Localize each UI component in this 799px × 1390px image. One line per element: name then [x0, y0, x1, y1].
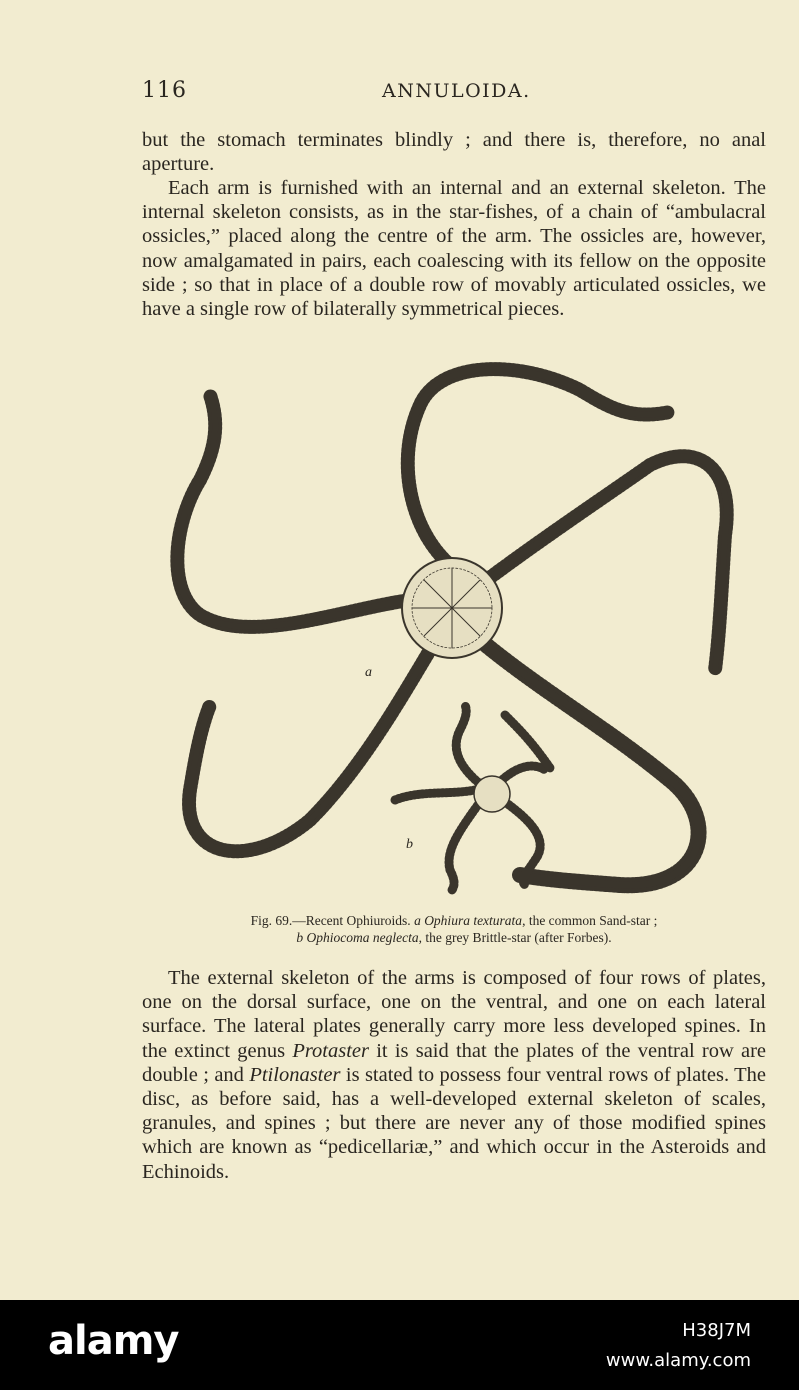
figure-label-b: b — [406, 837, 413, 852]
arm-a2-spines — [480, 456, 727, 670]
arm-a3-spines — [480, 640, 699, 885]
caption-b-mark: b — [296, 930, 304, 945]
figure-label-a: a — [365, 665, 372, 680]
genus-protaster: Protaster — [292, 1039, 369, 1062]
ophiuroid-illustration — [160, 350, 740, 910]
sand-star-a — [177, 369, 726, 885]
caption-a-rest: , the common Sand-star ; — [522, 913, 658, 928]
paragraph-3-part-3: is stated to possess four ventral rows of plates. The disc, as before said, has a well-developed external skeleton of scales, granules, and spines ; but there are never any of those modified spines which are known as “pedicellariæ,” and which occur in the Asteroids and Echinoids. — [142, 1063, 766, 1183]
paragraph-3 — [142, 966, 766, 1184]
site-url: www.alamy.com — [605, 1350, 751, 1371]
running-head: ANNULOIDA. — [382, 80, 531, 102]
figure-caption — [142, 912, 766, 946]
caption-a-mark: a — [414, 913, 421, 928]
brittle-star-b — [395, 705, 550, 890]
page-header — [142, 78, 766, 108]
caption-b-rest: , the grey Brittle-star (after Forbes). — [418, 930, 612, 945]
arm-a5 — [177, 395, 410, 627]
paragraph-1: but the stomach terminates blindly ; and there is, therefore, no anal aperture. — [142, 129, 766, 176]
disc-b — [474, 776, 510, 812]
genus-ptilonaster: Ptilonaster — [249, 1063, 341, 1086]
arm-a4 — [189, 650, 430, 851]
paragraph-3-part-2: it is said that the plates of the ventral row are double ; and — [142, 1039, 766, 1086]
watermark-bar — [0, 1300, 799, 1390]
ophiuroid-figure — [160, 350, 740, 910]
paragraph-3-part-1: The external skeleton of the arms is composed of four rows of plates, one on the dorsal surface, one on the ventral, and one on each lateral surface. The lateral plates generally carry more less developed spines. In the extinct genus — [142, 967, 766, 1062]
page-number: 116 — [142, 78, 187, 103]
caption-prefix: Fig. 69.—Recent Ophiuroids. — [250, 913, 411, 928]
brand-logo: alamy — [48, 1318, 179, 1364]
paragraph-2: Each arm is furnished with an internal and an external skeleton. The internal skeleton consists, as in the star-fishes, of a chain of “ambulacral ossicles,” placed along the centre of the arm. The ossicles are, however, now amalgamated in pairs, each coalescing with its fellow on the opposite side ; so that in place of a double row of movably articulated ossicles, we have a single row of bilaterally symmetrical pieces. — [142, 177, 766, 321]
image-id: H38J7M — [682, 1320, 751, 1341]
arm-a3 — [480, 640, 699, 885]
caption-b-species: Ophiocoma neglecta — [306, 930, 419, 945]
caption-a-species: Ophiura texturata — [424, 913, 523, 928]
